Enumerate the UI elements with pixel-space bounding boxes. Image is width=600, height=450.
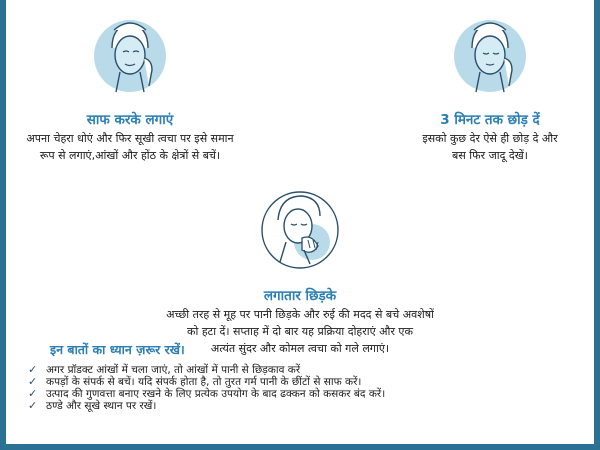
check-icon: ✓: [28, 375, 38, 388]
desc-line: बस फिर जादू देखें।: [452, 149, 528, 162]
list-item: [28, 376, 588, 388]
list-item: [28, 364, 588, 376]
desc-line: अत्यंत सुंदर और कोमल त्वचा को गले लगाएं।: [210, 342, 390, 355]
step-description: [0, 130, 260, 164]
face-washing-icon: [250, 180, 350, 280]
tip-text: उत्पाद की गुणवत्ता बनाए रखने के लिए प्रत्येक उपयोग के बाद ढक्कन को कसकर बंद करें।: [46, 388, 386, 400]
step-title: 3 मिनट तक छोड़ दें: [440, 112, 540, 128]
step-title: लगातार छिड़के: [263, 288, 337, 304]
list-item: [28, 388, 588, 400]
step-apply: [0, 8, 260, 164]
check-icon: ✓: [28, 363, 38, 376]
desc-line: रूप से लगाएं,आंखों और होंठ के क्षेत्रों से बचें।: [39, 149, 221, 162]
desc-line: अच्छी तरह से मूह पर पानी छिड़के और रुई की मदद से बचे अवशेषों: [166, 308, 434, 321]
face-mask-waiting-icon: [442, 8, 538, 104]
list-item: [28, 400, 588, 412]
tips-title: इन बातों का ध्यान ज़रूर रखें।: [50, 342, 185, 357]
step-description: [380, 130, 600, 164]
step-title: साफ करके लगाएं: [86, 112, 174, 128]
tips-section: [28, 341, 588, 412]
tip-text: अगर प्रॉडक्ट आंखों में चला जाएं, तो आंखों में पानी से छिड़काव करें: [46, 364, 301, 376]
step-rinse: [140, 180, 460, 357]
desc-line: अपना चेहरा धोएं और फिर सूखी त्वचा पर इसे समान: [26, 132, 234, 145]
step-wait: [380, 8, 600, 164]
tips-list: [28, 364, 588, 412]
desc-line: को हटा दें। सप्ताह में दो बार यह प्रक्रिया दोहराएं और एक: [187, 325, 413, 338]
desc-line: इसको कुछ देर ऐसे ही छोड़ दे और: [422, 132, 558, 145]
check-icon: ✓: [28, 399, 38, 412]
face-applying-mask-icon: [82, 8, 178, 104]
tip-text: ठण्डे और सूखे स्थान पर रखें।: [46, 400, 157, 412]
check-icon: ✓: [28, 387, 38, 400]
tip-text: कपड़ों के संपर्क से बचें। यदि संपर्क होता है, तो तुरत गर्म पानी के छींटों से साफ करें।: [46, 376, 362, 388]
